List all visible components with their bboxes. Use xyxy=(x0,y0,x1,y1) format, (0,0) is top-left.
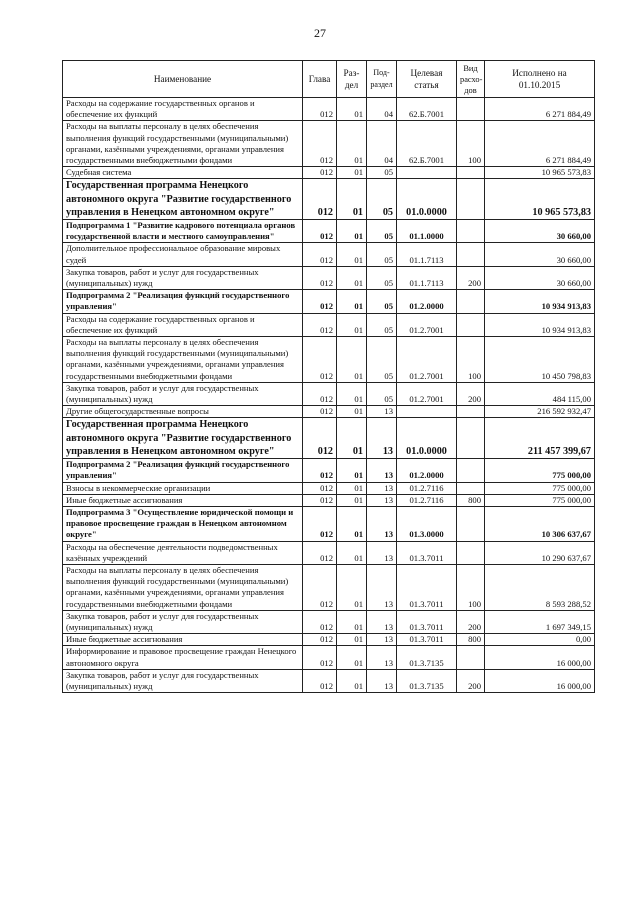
row-section-cell: 01 xyxy=(337,98,367,121)
row-name-cell: Взносы в некоммерческие организации xyxy=(63,482,303,494)
table-row xyxy=(63,459,595,482)
row-expense-type-cell xyxy=(457,482,485,494)
row-amount-cell: 211 457 399,67 xyxy=(485,418,595,459)
row-section-cell: 01 xyxy=(337,266,367,289)
row-chapter-cell: 012 xyxy=(303,634,337,646)
row-amount-cell: 10 290 637,67 xyxy=(485,541,595,564)
row-section-cell: 01 xyxy=(337,121,367,167)
row-expense-type-cell: 800 xyxy=(457,494,485,506)
row-chapter-cell: 012 xyxy=(303,406,337,418)
row-expense-type-cell: 200 xyxy=(457,266,485,289)
table-row xyxy=(63,337,595,383)
row-subsection-cell: 13 xyxy=(367,610,397,633)
row-expense-type-cell: 100 xyxy=(457,121,485,167)
row-chapter-cell: 012 xyxy=(303,564,337,610)
budget-table xyxy=(62,60,595,693)
row-section-cell: 01 xyxy=(337,243,367,266)
row-section-cell: 01 xyxy=(337,179,367,220)
row-amount-cell: 6 271 884,49 xyxy=(485,98,595,121)
row-expense-type-cell xyxy=(457,179,485,220)
table-row xyxy=(63,564,595,610)
row-subsection-cell: 13 xyxy=(367,634,397,646)
row-amount-cell: 484 115,00 xyxy=(485,382,595,405)
row-amount-cell: 30 660,00 xyxy=(485,243,595,266)
row-expense-type-cell xyxy=(457,406,485,418)
row-subsection-cell: 05 xyxy=(367,382,397,405)
row-target-cell xyxy=(397,167,457,179)
table-row xyxy=(63,290,595,313)
row-section-cell: 01 xyxy=(337,541,367,564)
row-section-cell: 01 xyxy=(337,167,367,179)
row-target-cell: 01.1.7113 xyxy=(397,243,457,266)
table-row xyxy=(63,610,595,633)
row-target-cell: 01.2.7116 xyxy=(397,482,457,494)
row-amount-cell: 16 000,00 xyxy=(485,669,595,692)
table-row xyxy=(63,482,595,494)
row-subsection-cell: 05 xyxy=(367,313,397,336)
row-chapter-cell: 012 xyxy=(303,610,337,633)
row-name-cell: Подпрограмма 2 "Реализация функций государственного управления" xyxy=(63,459,303,482)
row-target-cell: 01.3.7011 xyxy=(397,610,457,633)
header-subsection: Под- раздел xyxy=(367,61,397,98)
row-expense-type-cell xyxy=(457,459,485,482)
row-amount-cell: 0,00 xyxy=(485,634,595,646)
header-executed: Исполнено на 01.10.2015 xyxy=(485,61,595,98)
row-name-cell: Расходы на выплаты персоналу в целях обеспечения выполнения функций государственными (муниципальными) органами, казёнными учреждениями, органами управления государственными внебюджетными фондами xyxy=(63,121,303,167)
table-row xyxy=(63,646,595,669)
row-chapter-cell: 012 xyxy=(303,243,337,266)
row-amount-cell: 6 271 884,49 xyxy=(485,121,595,167)
row-target-cell: 01.2.7001 xyxy=(397,313,457,336)
row-name-cell: Информирование и правовое просвещение граждан Ненецкого автономного округа xyxy=(63,646,303,669)
row-section-cell: 01 xyxy=(337,564,367,610)
row-target-cell: 01.1.0000 xyxy=(397,220,457,243)
row-section-cell: 01 xyxy=(337,382,367,405)
row-expense-type-cell: 800 xyxy=(457,634,485,646)
row-name-cell: Государственная программа Ненецкого автономного округа "Развитие государственного управления в Ненецком автономном округе" xyxy=(63,418,303,459)
table-row xyxy=(63,669,595,692)
row-expense-type-cell xyxy=(457,98,485,121)
row-target-cell: 01.2.0000 xyxy=(397,459,457,482)
row-subsection-cell: 13 xyxy=(367,564,397,610)
row-name-cell: Расходы на содержание государственных органов и обеспечение их функций xyxy=(63,98,303,121)
row-name-cell: Закупка товаров, работ и услуг для государственных (муниципальных) нужд xyxy=(63,382,303,405)
row-chapter-cell: 012 xyxy=(303,482,337,494)
table-row xyxy=(63,541,595,564)
row-expense-type-cell: 200 xyxy=(457,382,485,405)
row-subsection-cell: 05 xyxy=(367,179,397,220)
table-row xyxy=(63,243,595,266)
row-name-cell: Закупка товаров, работ и услуг для государственных (муниципальных) нужд xyxy=(63,266,303,289)
row-subsection-cell: 05 xyxy=(367,220,397,243)
header-name: Наименование xyxy=(63,61,303,98)
row-subsection-cell: 13 xyxy=(367,506,397,541)
row-name-cell: Закупка товаров, работ и услуг для государственных (муниципальных) нужд xyxy=(63,669,303,692)
row-target-cell: 01.3.7011 xyxy=(397,634,457,646)
row-target-cell: 62.Б.7001 xyxy=(397,98,457,121)
row-chapter-cell: 012 xyxy=(303,290,337,313)
row-expense-type-cell xyxy=(457,290,485,313)
row-amount-cell: 30 660,00 xyxy=(485,266,595,289)
row-name-cell: Судебная система xyxy=(63,167,303,179)
row-subsection-cell: 05 xyxy=(367,290,397,313)
row-name-cell: Подпрограмма 1 "Развитие кадрового потенциала органов государственной власти и местного самоуправления" xyxy=(63,220,303,243)
table-row xyxy=(63,179,595,220)
row-name-cell: Расходы на выплаты персоналу в целях обеспечения выполнения функций государственными (муниципальными) органами, казёнными учреждениями, органами управления государственными внебюджетными фондами xyxy=(63,564,303,610)
header-target-article: Целевая статья xyxy=(397,61,457,98)
row-expense-type-cell xyxy=(457,220,485,243)
row-amount-cell: 775 000,00 xyxy=(485,482,595,494)
header-section: Раз- дел xyxy=(337,61,367,98)
row-amount-cell: 10 306 637,67 xyxy=(485,506,595,541)
row-target-cell: 62.Б.7001 xyxy=(397,121,457,167)
row-subsection-cell: 13 xyxy=(367,494,397,506)
table-row xyxy=(63,266,595,289)
row-chapter-cell: 012 xyxy=(303,646,337,669)
row-name-cell: Закупка товаров, работ и услуг для государственных (муниципальных) нужд xyxy=(63,610,303,633)
row-chapter-cell: 012 xyxy=(303,418,337,459)
table-row xyxy=(63,167,595,179)
row-subsection-cell: 04 xyxy=(367,98,397,121)
row-name-cell: Иные бюджетные ассигнования xyxy=(63,494,303,506)
row-section-cell: 01 xyxy=(337,669,367,692)
table-row xyxy=(63,121,595,167)
row-name-cell: Расходы на обеспечение деятельности подведомственных казённых учреждений xyxy=(63,541,303,564)
row-expense-type-cell: 100 xyxy=(457,337,485,383)
table-row xyxy=(63,313,595,336)
row-subsection-cell: 13 xyxy=(367,418,397,459)
row-section-cell: 01 xyxy=(337,337,367,383)
row-target-cell: 01.2.7001 xyxy=(397,382,457,405)
row-section-cell: 01 xyxy=(337,646,367,669)
row-amount-cell: 1 697 349,15 xyxy=(485,610,595,633)
row-name-cell: Расходы на содержание государственных органов и обеспечение их функций xyxy=(63,313,303,336)
header-expense-type: Вид расхо- дов xyxy=(457,61,485,98)
table-row xyxy=(63,506,595,541)
row-amount-cell: 16 000,00 xyxy=(485,646,595,669)
row-chapter-cell: 012 xyxy=(303,266,337,289)
row-section-cell: 01 xyxy=(337,482,367,494)
row-expense-type-cell xyxy=(457,646,485,669)
table-row xyxy=(63,406,595,418)
row-section-cell: 01 xyxy=(337,610,367,633)
row-chapter-cell: 012 xyxy=(303,220,337,243)
row-target-cell: 01.2.7001 xyxy=(397,337,457,383)
row-amount-cell: 8 593 288,52 xyxy=(485,564,595,610)
row-name-cell: Иные бюджетные ассигнования xyxy=(63,634,303,646)
row-amount-cell: 10 934 913,83 xyxy=(485,313,595,336)
table-row xyxy=(63,634,595,646)
row-target-cell: 01.3.7011 xyxy=(397,564,457,610)
row-section-cell: 01 xyxy=(337,406,367,418)
row-chapter-cell: 012 xyxy=(303,506,337,541)
row-chapter-cell: 012 xyxy=(303,494,337,506)
row-chapter-cell: 012 xyxy=(303,121,337,167)
row-amount-cell: 10 934 913,83 xyxy=(485,290,595,313)
row-chapter-cell: 012 xyxy=(303,167,337,179)
page-number: 27 xyxy=(314,26,326,40)
row-amount-cell: 30 660,00 xyxy=(485,220,595,243)
row-name-cell: Другие общегосударственные вопросы xyxy=(63,406,303,418)
row-expense-type-cell xyxy=(457,541,485,564)
row-subsection-cell: 13 xyxy=(367,459,397,482)
row-target-cell: 01.3.7011 xyxy=(397,541,457,564)
row-subsection-cell: 05 xyxy=(367,243,397,266)
row-amount-cell: 10 965 573,83 xyxy=(485,179,595,220)
row-amount-cell: 775 000,00 xyxy=(485,494,595,506)
row-name-cell: Расходы на выплаты персоналу в целях обеспечения выполнения функций государственными (муниципальными) органами, казёнными учреждениями, органами управления государственными внебюджетными фондами xyxy=(63,337,303,383)
row-section-cell: 01 xyxy=(337,290,367,313)
row-amount-cell: 775 000,00 xyxy=(485,459,595,482)
row-expense-type-cell xyxy=(457,506,485,541)
row-target-cell: 01.0.0000 xyxy=(397,418,457,459)
row-expense-type-cell xyxy=(457,418,485,459)
row-expense-type-cell: 100 xyxy=(457,564,485,610)
row-name-cell: Подпрограмма 3 "Осуществление юридической помощи и правовое просвещение граждан в Ненецком автономном округе" xyxy=(63,506,303,541)
row-target-cell: 01.0.0000 xyxy=(397,179,457,220)
row-name-cell: Подпрограмма 2 "Реализация функций государственного управления" xyxy=(63,290,303,313)
row-subsection-cell: 13 xyxy=(367,482,397,494)
row-subsection-cell: 13 xyxy=(367,669,397,692)
row-section-cell: 01 xyxy=(337,494,367,506)
row-expense-type-cell xyxy=(457,243,485,266)
row-chapter-cell: 012 xyxy=(303,382,337,405)
row-chapter-cell: 012 xyxy=(303,669,337,692)
row-name-cell: Дополнительное профессиональное образование мировых судей xyxy=(63,243,303,266)
table-row xyxy=(63,494,595,506)
row-subsection-cell: 13 xyxy=(367,541,397,564)
row-subsection-cell: 05 xyxy=(367,337,397,383)
row-subsection-cell: 13 xyxy=(367,406,397,418)
header-chapter: Глава xyxy=(303,61,337,98)
row-target-cell: 01.2.0000 xyxy=(397,290,457,313)
row-chapter-cell: 012 xyxy=(303,541,337,564)
table-row xyxy=(63,382,595,405)
row-target-cell: 01.2.7116 xyxy=(397,494,457,506)
row-subsection-cell: 05 xyxy=(367,167,397,179)
row-amount-cell: 10 450 798,83 xyxy=(485,337,595,383)
table-header-row xyxy=(63,61,595,98)
row-chapter-cell: 012 xyxy=(303,179,337,220)
row-section-cell: 01 xyxy=(337,459,367,482)
row-chapter-cell: 012 xyxy=(303,337,337,383)
row-expense-type-cell: 200 xyxy=(457,669,485,692)
row-subsection-cell: 13 xyxy=(367,646,397,669)
row-name-cell: Государственная программа Ненецкого автономного округа "Развитие государственного управления в Ненецком автономном округе" xyxy=(63,179,303,220)
row-subsection-cell: 04 xyxy=(367,121,397,167)
row-chapter-cell: 012 xyxy=(303,98,337,121)
row-section-cell: 01 xyxy=(337,220,367,243)
table-row xyxy=(63,220,595,243)
row-section-cell: 01 xyxy=(337,418,367,459)
table-row xyxy=(63,418,595,459)
row-target-cell: 01.3.7135 xyxy=(397,646,457,669)
row-subsection-cell: 05 xyxy=(367,266,397,289)
row-expense-type-cell: 200 xyxy=(457,610,485,633)
row-target-cell: 01.3.7135 xyxy=(397,669,457,692)
row-section-cell: 01 xyxy=(337,634,367,646)
row-target-cell xyxy=(397,406,457,418)
row-chapter-cell: 012 xyxy=(303,459,337,482)
row-section-cell: 01 xyxy=(337,313,367,336)
row-chapter-cell: 012 xyxy=(303,313,337,336)
row-target-cell: 01.1.7113 xyxy=(397,266,457,289)
row-section-cell: 01 xyxy=(337,506,367,541)
table-row xyxy=(63,98,595,121)
row-expense-type-cell xyxy=(457,167,485,179)
row-amount-cell: 216 592 932,47 xyxy=(485,406,595,418)
row-target-cell: 01.3.0000 xyxy=(397,506,457,541)
row-expense-type-cell xyxy=(457,313,485,336)
row-amount-cell: 10 965 573,83 xyxy=(485,167,595,179)
